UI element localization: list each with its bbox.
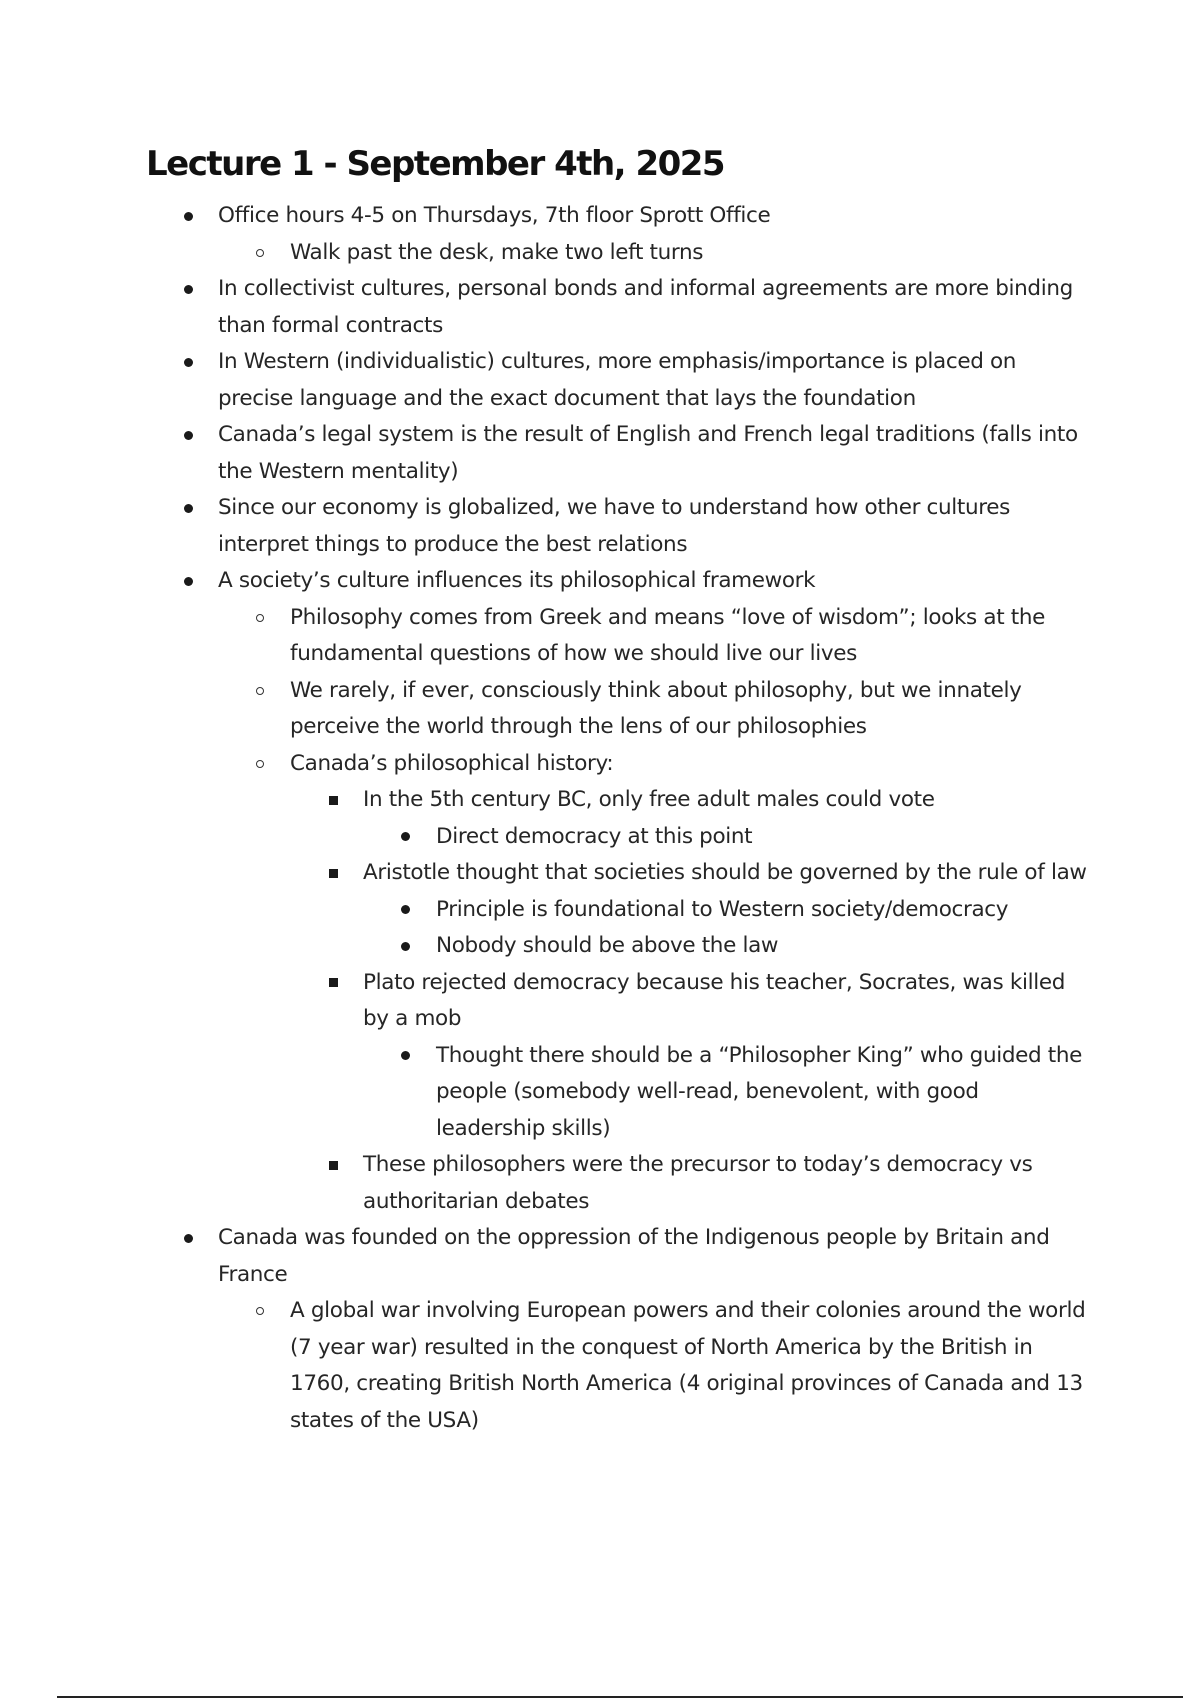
disc-icon: [184, 490, 193, 527]
list-item: [0, 892, 1200, 929]
list-item-text: Walk past the desk, make two left turns: [290, 239, 704, 265]
list-item: [0, 490, 1200, 563]
page-title: Lecture 1 - September 4th, 2025: [146, 144, 725, 184]
disc-icon: [184, 1220, 193, 1257]
square-icon: [329, 782, 338, 819]
list-item-text: Nobody should be above the law: [436, 933, 779, 958]
list-item-text: A society’s culture influences its philosophical framework: [218, 568, 816, 593]
circle-icon: [256, 235, 264, 272]
list-item: [0, 344, 1200, 417]
list-item-text: In collectivist cultures, personal bonds and informal agreements are more binding than formal contracts: [218, 276, 1073, 338]
list-item-text: Principle is foundational to Western society/democracy: [436, 896, 1009, 922]
notes-list: [0, 198, 1200, 1439]
square-icon: [329, 855, 338, 892]
disc-icon: [184, 563, 193, 600]
disc-icon: [401, 819, 410, 856]
list-item: [0, 928, 1200, 965]
circle-icon: [256, 1293, 264, 1330]
list-item: [0, 819, 1200, 856]
list-item-text: A global war involving European powers and their colonies around the world (7 year war) resulted in the conquest of North America by the British in 1760, creating British North America (4 original provinces of Canada and 13 states of the USA): [290, 1298, 1086, 1433]
list-item-text: Thought there should be a “Philosopher King” who guided the people (somebody well-read, benevolent, with good leadership skills): [436, 1042, 1083, 1141]
list-item-text: Since our economy is globalized, we have to understand how other cultures interpret things to produce the best relations: [218, 495, 1011, 557]
list-item: [0, 746, 1200, 783]
circle-icon: [256, 746, 264, 783]
list-item: [0, 271, 1200, 344]
list-item-text: In Western (individualistic) cultures, more emphasis/importance is placed on precise language and the exact document that lays the foundation: [218, 349, 1017, 411]
list-item: [0, 782, 1200, 819]
list-item: [0, 1220, 1200, 1293]
list-item-text: Aristotle thought that societies should be governed by the rule of law: [363, 860, 1087, 885]
list-item-text: Canada’s philosophical history:: [290, 750, 614, 776]
list-item: [0, 1038, 1200, 1148]
disc-icon: [401, 892, 410, 929]
list-item: [0, 1293, 1200, 1439]
list-item: [0, 855, 1200, 892]
list-item-text: Canada’s legal system is the result of English and French legal traditions (falls into the Western mentality): [218, 422, 1078, 484]
list-item: [0, 563, 1200, 600]
page-divider: [57, 1696, 1183, 1698]
disc-icon: [184, 271, 193, 308]
circle-icon: [256, 673, 264, 710]
disc-icon: [401, 1038, 410, 1075]
disc-icon: [184, 417, 193, 454]
list-item-text: Plato rejected democracy because his teacher, Socrates, was killed by a mob: [363, 969, 1065, 1031]
list-item: [0, 235, 1200, 272]
list-item: [0, 198, 1200, 235]
disc-icon: [401, 928, 410, 965]
list-item: [0, 1147, 1200, 1220]
list-item-text: We rarely, if ever, consciously think about philosophy, but we innately perceive the world through the lens of our philosophies: [290, 677, 1022, 739]
list-item-text: Office hours 4-5 on Thursdays, 7th floor Sprott Office: [218, 203, 771, 228]
list-item-text: In the 5th century BC, only free adult males could vote: [363, 787, 935, 812]
list-item-text: These philosophers were the precursor to today’s democracy vs authoritarian debates: [363, 1152, 1033, 1214]
list-item: [0, 417, 1200, 490]
list-item: [0, 600, 1200, 673]
disc-icon: [184, 198, 193, 235]
list-item: [0, 965, 1200, 1038]
circle-icon: [256, 600, 264, 637]
square-icon: [329, 1147, 338, 1184]
square-icon: [329, 965, 338, 1002]
list-item: [0, 673, 1200, 746]
list-item-text: Philosophy comes from Greek and means “love of wisdom”; looks at the fundamental questions of how we should live our lives: [290, 604, 1046, 666]
list-item-text: Direct democracy at this point: [436, 823, 753, 849]
list-item-text: Canada was founded on the oppression of the Indigenous people by Britain and France: [218, 1225, 1050, 1287]
disc-icon: [184, 344, 193, 381]
